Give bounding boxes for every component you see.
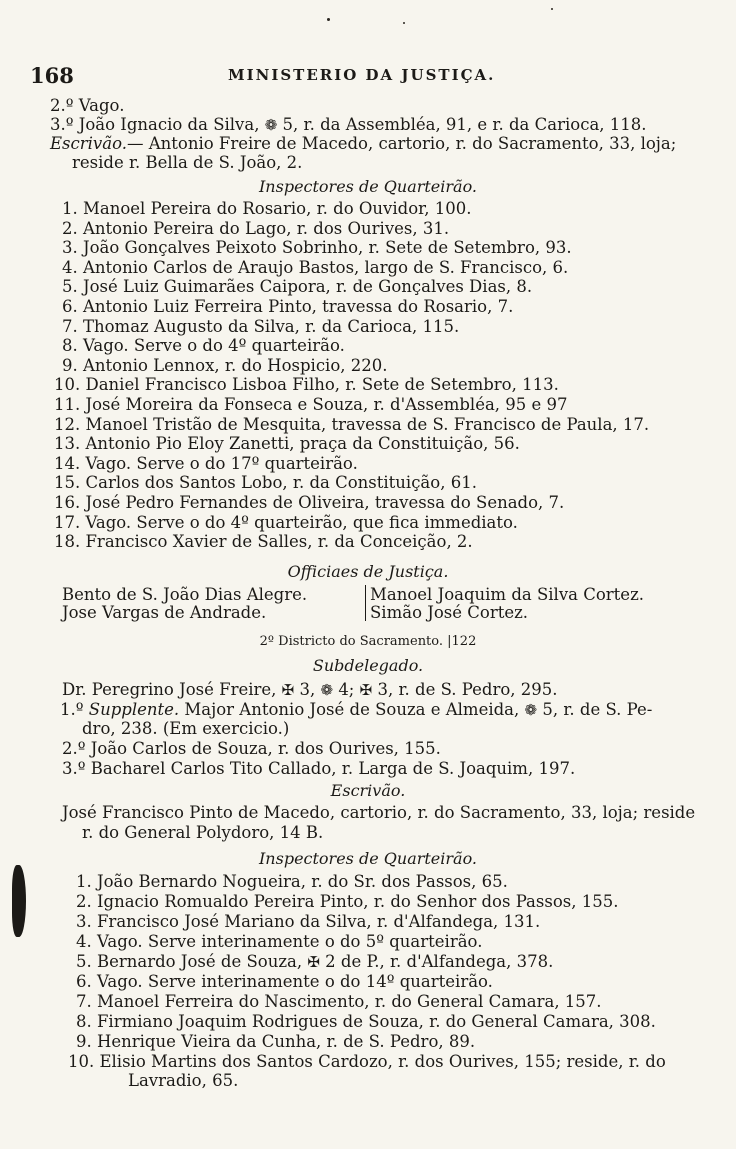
list-item: 7. Manoel Ferreira do Nascimento, r. do General Camara, 157. [76, 992, 602, 1011]
text-segment: Antonio Freire de Macedo, cartorio, r. do Sacramento, 33, loja; [148, 134, 677, 153]
page-number: 168 [30, 63, 74, 88]
section-heading: Inspectores de Quarteirão. [258, 849, 478, 868]
list-item: Lavradio, 65. [128, 1071, 239, 1090]
text-line: reside r. Bella de S. João, 2. [72, 153, 303, 172]
text-line: 2.º João Carlos de Souza, r. dos Ourives, 155. [62, 739, 441, 758]
list-item: 17. Vago. Serve o do 4º quarteirão, que fica immediato. [54, 512, 518, 532]
cross-order-icon: ✠ [359, 681, 373, 699]
list-item: 9. Henrique Vieira da Cunha, r. de S. Pedro, 89. [76, 1032, 476, 1051]
list-item: 8. Firmiano Joaquim Rodrigues de Souza, r. do General Camara, 308. [76, 1012, 656, 1031]
text-line [62, 680, 558, 700]
section-heading: Escrivão. [330, 781, 406, 800]
escrivao-label: Escrivão.— [50, 134, 144, 153]
page-title: MINISTERIO DA JUSTIÇA. [228, 66, 496, 84]
text-segment: Dr. Peregrino José Freire, [62, 680, 277, 699]
list-item: 18. Francisco Xavier de Salles, r. da Conceição, 2. [54, 532, 473, 552]
list-item: 7. Thomaz Augusto da Silva, r. da Carioca, 115. [62, 316, 460, 336]
section-heading: Subdelegado. [312, 656, 424, 675]
list-item: 4. Antonio Carlos de Araujo Bastos, largo de S. Francisco, 6. [62, 257, 569, 277]
binding-mark [12, 865, 26, 937]
text-line: 2.º Vago. [50, 96, 125, 115]
text-segment: 3, r. de S. Pedro, 295. [377, 680, 558, 699]
text-line: r. do General Polydoro, 14 B. [82, 823, 324, 842]
section-heading: Officiaes de Justiça. [287, 562, 449, 581]
list-item: 2. Ignacio Romualdo Pereira Pinto, r. do Senhor dos Passos, 155. [76, 892, 619, 911]
list-item: 6. Antonio Luiz Ferreira Pinto, travessa do Rosario, 7. [62, 297, 514, 316]
text-line: José Francisco Pinto de Macedo, cartorio, r. do Sacramento, 33, loja; reside [62, 803, 696, 822]
ink-speck [327, 18, 330, 21]
text-line: dro, 238. (Em exercicio.) [82, 719, 290, 738]
list-item: 3. João Gonçalves Peixoto Sobrinho, r. Sete de Setembro, 93. [62, 238, 572, 258]
cross-order-icon: ✠ [307, 953, 320, 971]
list-item: 9. Antonio Lennox, r. do Hospicio, 220. [62, 355, 388, 375]
ink-speck [403, 22, 405, 24]
district-heading: 2º Districto do Sacramento. |122 [259, 634, 477, 649]
text-segment: 3.º João Ignacio da Silva, [50, 115, 260, 134]
list-item: 2. Antonio Pereira do Lago, r. dos Ourives, 31. [62, 218, 450, 238]
text-line [50, 134, 676, 154]
rose-order-icon: ❁ [320, 681, 334, 699]
text-segment: 1.º [60, 700, 84, 719]
official-name: Simão José Cortez. [370, 603, 529, 622]
text-line [50, 115, 647, 135]
text-segment: 2 de P., r. d'Alfandega, 378. [325, 952, 554, 971]
column-divider [365, 585, 366, 621]
list-item: 15. Carlos dos Santos Lobo, r. da Constituição, 61. [54, 473, 477, 493]
text-segment: 5. Bernardo José de Souza, [76, 952, 303, 971]
official-name: Bento de S. João Dias Alegre. [62, 585, 308, 604]
text-line: 3.º Bacharel Carlos Tito Callado, r. Larga de S. Joaquim, 197. [62, 759, 576, 778]
list-item: 10. Elisio Martins dos Santos Cardozo, r. dos Ourives, 155; reside, r. do [68, 1052, 666, 1071]
list-item: 3. Francisco José Mariano da Silva, r. d'Alfandega, 131. [76, 912, 541, 931]
list-item: 11. José Moreira da Fonseca e Souza, r. d'Assembléa, 95 e 97 [54, 395, 568, 414]
text-segment: 4; [338, 680, 355, 699]
list-item: 14. Vago. Serve o do 17º quarteirão. [54, 453, 358, 473]
list-item: 4. Vago. Serve interinamente o do 5º quarteirão. [76, 932, 483, 951]
list-item: 10. Daniel Francisco Lisboa Filho, r. Sete de Setembro, 113. [54, 375, 559, 395]
list-item: 1. Manoel Pereira do Rosario, r. do Ouvidor, 100. [62, 199, 472, 218]
official-name: Jose Vargas de Andrade. [62, 603, 267, 622]
list-item: 5. José Luiz Guimarães Caipora, r. de Gonçalves Dias, 8. [62, 277, 533, 297]
text-segment: Supplente. [88, 700, 180, 719]
rose-order-icon: ❁ [264, 116, 278, 134]
text-segment: 5, r. da Assembléa, 91, e r. da Carioca, 118. [282, 115, 647, 134]
list-item: 12. Manoel Tristão de Mesquita, travessa de S. Francisco de Paula, 17. [54, 414, 650, 434]
text-segment: Major Antonio José de Souza e Almeida, [184, 700, 520, 719]
text-segment: 3, [299, 680, 316, 699]
ink-speck [551, 8, 553, 10]
list-item: 8. Vago. Serve o do 4º quarteirão. [62, 336, 345, 356]
section-heading: Inspectores de Quarteirão. [258, 177, 478, 196]
list-item: 6. Vago. Serve interinamente o do 14º quarteirão. [76, 972, 493, 991]
text-line [60, 700, 652, 720]
list-item: 16. José Pedro Fernandes de Oliveira, travessa do Senado, 7. [54, 493, 565, 512]
list-item: 1. João Bernardo Nogueira, r. do Sr. dos Passos, 65. [76, 872, 508, 891]
rose-order-icon: ❁ [524, 701, 538, 719]
cross-order-icon: ✠ [281, 681, 295, 699]
list-item [76, 952, 553, 972]
list-item: 13. Antonio Pio Eloy Zanetti, praça da Constituição, 56. [54, 434, 520, 454]
official-name: Manoel Joaquim da Silva Cortez. [370, 585, 645, 604]
text-segment: 5, r. de S. Pe- [542, 700, 653, 719]
